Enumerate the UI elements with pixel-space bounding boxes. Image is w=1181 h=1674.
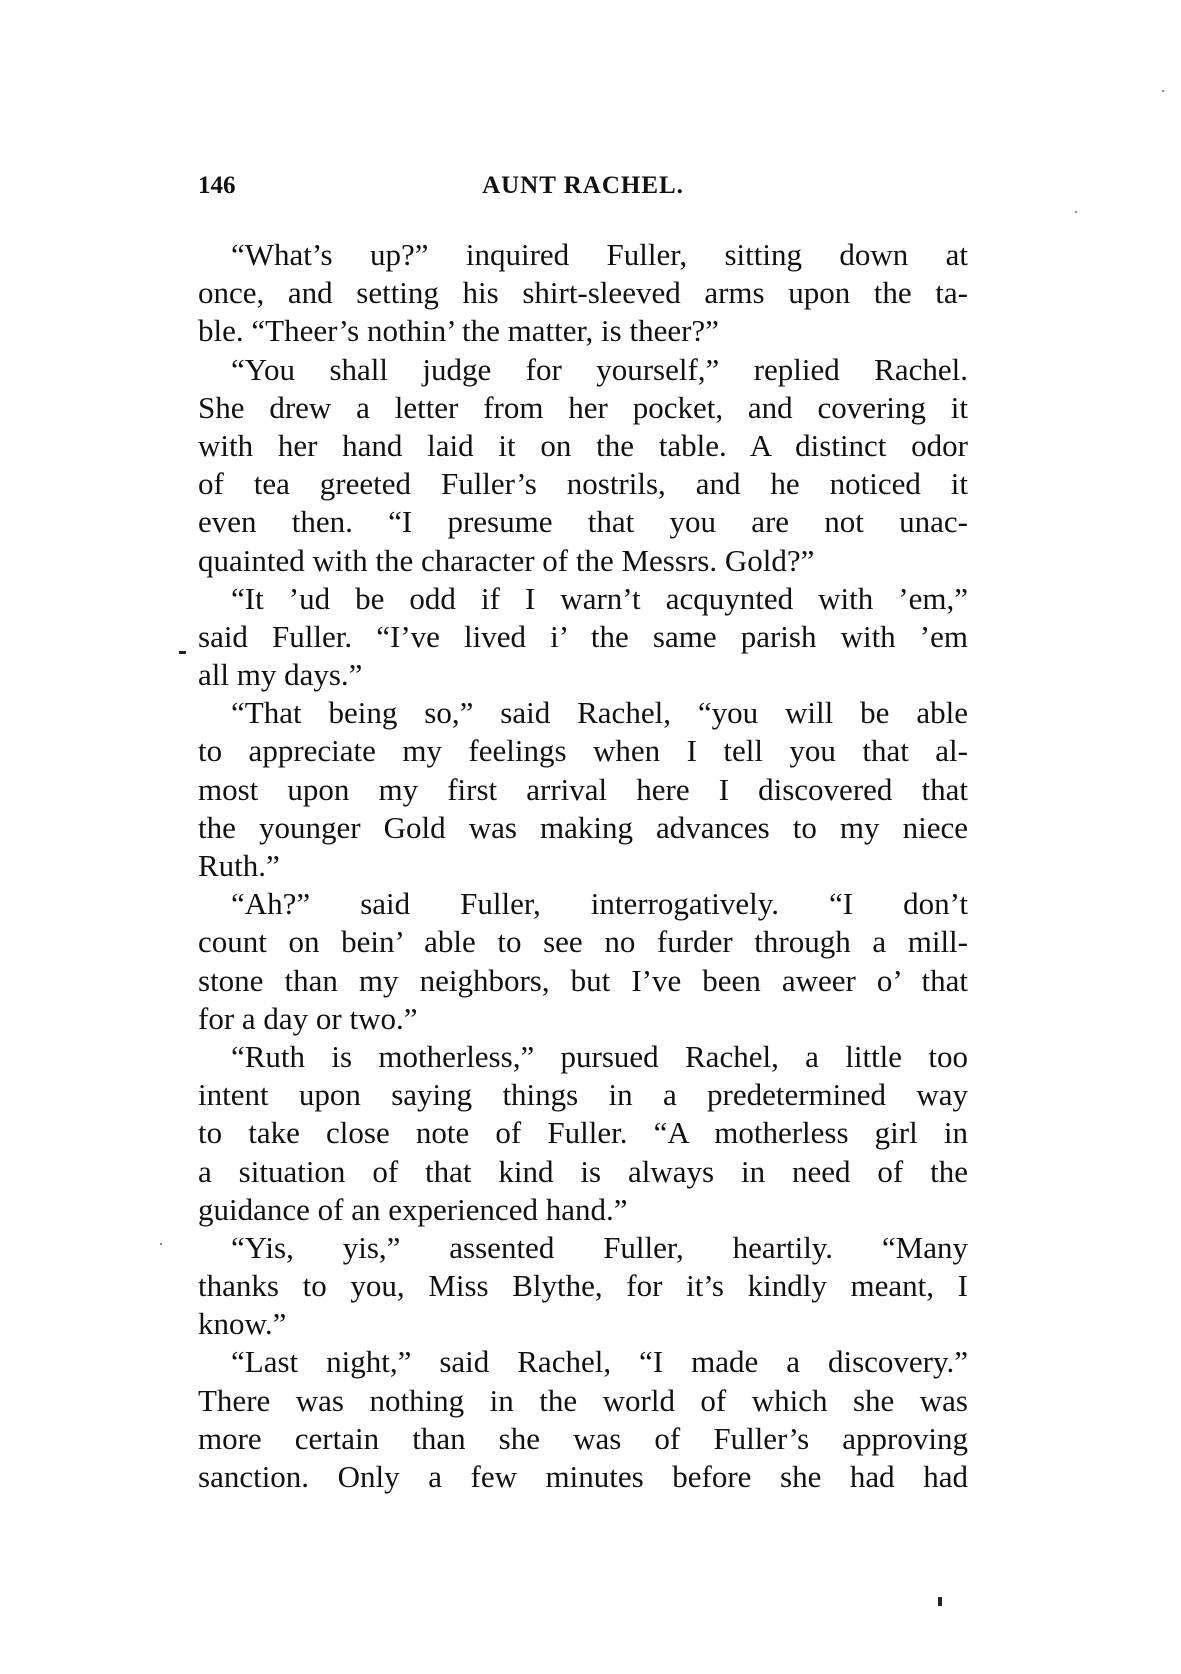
text-line: thanks to you, Miss Blythe, for it’s kindly meant, I	[198, 1268, 968, 1304]
text-line: to take close note of Fuller. “A motherless girl in	[198, 1115, 968, 1151]
running-head	[198, 172, 968, 206]
text-line: a situation of that kind is always in need of the	[198, 1153, 968, 1189]
text-line: more certain than she was of Fuller’s approving	[198, 1420, 968, 1456]
text-line: once, and setting his shirt-sleeved arms upon the ta-	[198, 275, 968, 311]
text-line: stone than my neighbors, but I’ve been aweer o’ that	[198, 962, 968, 998]
running-title: AUNT RACHEL.	[482, 172, 684, 199]
text-line: all my days.”	[198, 657, 363, 693]
text-line: “Ah?” said Fuller, interrogatively. “I don’t	[231, 886, 968, 922]
text-line: of tea greeted Fuller’s nostrils, and he noticed it	[198, 466, 968, 502]
text-line: for a day or two.”	[198, 1000, 418, 1036]
scan-speck	[160, 1243, 162, 1245]
text-line: “What’s up?” inquired Fuller, sitting down at	[231, 237, 968, 272]
text-line: She drew a letter from her pocket, and covering it	[198, 389, 968, 425]
scan-speck	[1162, 90, 1164, 92]
text-line: “Ruth is motherless,” pursued Rachel, a little too	[231, 1038, 968, 1074]
text-line: quainted with the character of the Messrs. Gold?”	[198, 542, 815, 578]
page-number: 146	[198, 172, 236, 199]
text-line: count on bein’ able to see no furder through a mill-	[198, 924, 968, 960]
text-line: “It ’ud be odd if I warn’t acquynted with ’em,”	[231, 580, 968, 616]
text-line: “Yis, yis,” assented Fuller, heartily. “Many	[231, 1229, 968, 1265]
text-line: most upon my first arrival here I discovered that	[198, 771, 968, 807]
text-line: know.”	[198, 1306, 287, 1342]
text-line: guidance of an experienced hand.”	[198, 1191, 628, 1227]
text-line: even then. “I presume that you are not unac-	[198, 504, 968, 540]
ink-speck	[938, 1597, 942, 1606]
text-line: ble. “Theer’s nothin’ the matter, is theer?”	[198, 313, 719, 349]
text-line: intent upon saying things in a predetermined way	[198, 1077, 968, 1113]
text-line: the younger Gold was making advances to my niece	[198, 809, 968, 845]
text-line: Ruth.”	[198, 848, 280, 883]
scan-speck	[1075, 211, 1077, 213]
text-line: “You shall judge for yourself,” replied Rachel.	[231, 351, 968, 387]
margin-mark	[179, 651, 186, 654]
text-line: sanction. Only a few minutes before she had had	[198, 1459, 968, 1494]
text-line: with her hand laid it on the table. A distinct odor	[198, 427, 968, 463]
text-line: said Fuller. “I’ve lived i’ the same parish with ’em	[198, 618, 968, 654]
text-line: “That being so,” said Rachel, “you will be able	[231, 695, 968, 731]
text-line: to appreciate my feelings when I tell you that al-	[198, 733, 968, 769]
text-line: There was nothing in the world of which she was	[198, 1382, 968, 1418]
text-line: “Last night,” said Rachel, “I made a discovery.”	[231, 1344, 968, 1380]
body-text	[198, 236, 968, 1496]
